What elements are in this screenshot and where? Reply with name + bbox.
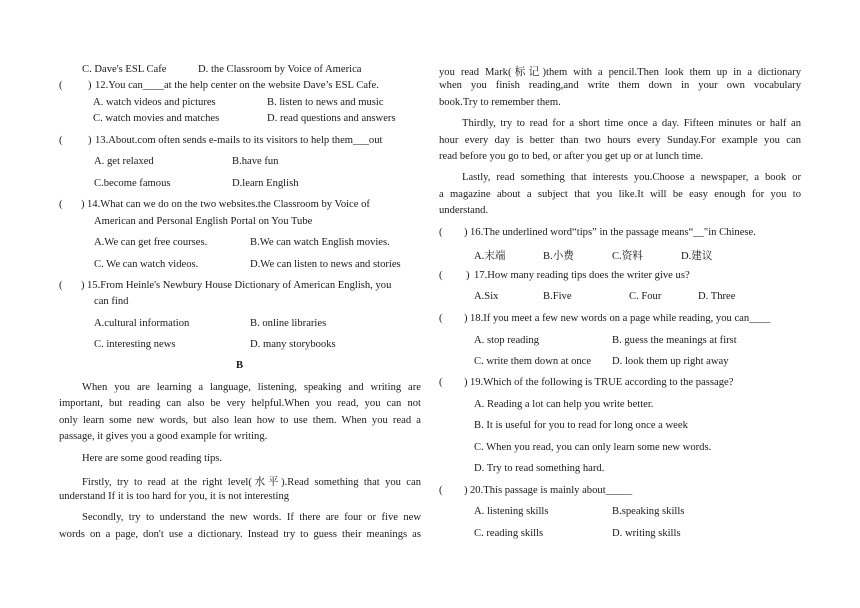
passage-p1-line3: only learn some new words, but also lean how to use them. When you read a (59, 415, 421, 426)
q15-option-c: C. interesting news (94, 339, 176, 350)
q18-bracket-close: ) (464, 313, 468, 324)
q18-option-b: B. guess the meanings at first (612, 335, 737, 346)
q11-option-c: C. Dave's ESL Cafe (82, 64, 167, 75)
q14-bracket-open: ( (59, 199, 63, 210)
q12-option-d: D. read questions and answers (267, 113, 396, 124)
q17-option-a: A.Six (474, 291, 499, 302)
q11-option-d: D. the Classroom by Voice of America (198, 64, 362, 75)
q17-option-b: B.Five (543, 291, 572, 302)
q18-option-c: C. write them down at once (474, 356, 592, 367)
q18-option-d: D. look them up right away (612, 356, 729, 367)
q15-stem-line1: 15.From Heinle's Newbury House Dictionary of American English, you (87, 280, 392, 291)
q20-option-b: B.speaking skills (612, 506, 685, 517)
q13-option-a: A. get relaxed (94, 156, 154, 167)
q12-option-a: A. watch videos and pictures (93, 97, 216, 108)
q17-bracket-close: ) (466, 270, 470, 281)
q13-bracket-open: ( (59, 135, 63, 146)
q17-bracket-open: ( (439, 270, 443, 281)
q20-bracket-open: ( (439, 485, 443, 496)
q16-option-d: D.建议 (681, 251, 713, 262)
passage-p3-line1: Firstly, try to read at the right level(水平).Read something that you can (82, 477, 421, 488)
q12-option-b: B. listen to news and music (267, 97, 384, 108)
q20-option-a: A. listening skills (474, 506, 549, 517)
passage-r1-line1: you read Mark(标记)them with a pencil.Then look them up in a dictionary (439, 67, 801, 78)
passage-p4-line2: words on a page, don't use a dictionary. Instead try to guess their meanings as (59, 529, 421, 540)
q12-stem: 12.You can____at the help center on the website Dave’s ESL Cafe. (95, 80, 379, 91)
q15-stem-line2: can find (94, 296, 129, 307)
passage-p5-line2: hour every day is better than two hours every Sunday.For example you can (439, 135, 801, 146)
q14-option-c: C. We can watch videos. (94, 259, 199, 270)
q17-option-c: C. Four (629, 291, 662, 302)
q15-option-d: D. many storybooks (250, 339, 336, 350)
q14-stem-line1: 14.What can we do on the two websites.the Classroom by Voice of (87, 199, 370, 210)
q13-bracket-close: ) (88, 135, 92, 146)
q14-option-d: D.We can listen to news and stories (250, 259, 401, 270)
passage-p1-line1: When you are learning a language, listening, speaking and writing are (82, 382, 421, 393)
q16-option-a: A.末端 (474, 251, 506, 262)
q15-bracket-open: ( (59, 280, 63, 291)
q13-stem: 13.About.com often sends e-mails to its visitors to help them___out (95, 135, 383, 146)
section-b-heading: B (236, 360, 244, 371)
passage-r1-line2: when you finish reading,and write them down in your own vocabulary (439, 80, 801, 91)
q18-stem: 18.If you meet a few new words on a page while reading, you can____ (470, 313, 771, 324)
q19-bracket-open: ( (439, 377, 443, 388)
passage-p6-line2: a magazine about a subject that you like.It will be easy enough for you to (439, 189, 801, 200)
q13-option-b: B.have fun (232, 156, 279, 167)
q19-stem: 19.Which of the following is TRUE according to the passage? (470, 377, 734, 388)
passage-p1-line2: important, but reading can also be very helpful.When you read, you can not (59, 398, 421, 409)
q19-option-a: A. Reading a lot can help you write better. (474, 399, 654, 410)
passage-p5-line1: Thirdly, try to read for a short time once a day. Fifteen minutes or half an (462, 118, 801, 129)
q16-option-b: B.小费 (543, 251, 574, 262)
passage-p2: Here are some good reading tips. (82, 453, 223, 464)
q14-option-b: B.We can watch English movies. (250, 237, 390, 248)
passage-p6-line1: Lastly, read something that interests you.Choose a newspaper, a book or (462, 172, 801, 183)
q12-bracket-close: ) (88, 80, 92, 91)
passage-p1-line4: passage, it gives you a good example for writing. (59, 431, 268, 442)
q15-option-b: B. online libraries (250, 318, 327, 329)
q20-bracket-close: ) (464, 485, 468, 496)
q18-bracket-open: ( (439, 313, 443, 324)
q20-option-d: D. writing skills (612, 528, 681, 539)
q20-option-c: C. reading skills (474, 528, 544, 539)
q14-bracket-close: ) (81, 199, 85, 210)
q13-option-c: C.become famous (94, 178, 171, 189)
q16-stem: 16.The underlined word“tips” in the passage means“__"in Chinese. (470, 227, 756, 238)
q20-stem: 20.This passage is mainly about_____ (470, 485, 633, 496)
q16-bracket-close: ) (464, 227, 468, 238)
passage-p5-line3: read before you go to bed, or after you get up or at lunch time. (439, 151, 704, 162)
q12-bracket-open: ( (59, 80, 63, 91)
passage-r1-line3: book.Try to remember them. (439, 97, 561, 108)
q18-option-a: A. stop reading (474, 335, 540, 346)
q15-option-a: A.cultural information (94, 318, 190, 329)
q12-option-c: C. watch movies and matches (93, 113, 220, 124)
q17-stem: 17.How many reading tips does the writer give us? (474, 270, 690, 281)
q16-option-c: C.资料 (612, 251, 643, 262)
q13-option-d: D.learn English (232, 178, 299, 189)
q15-bracket-close: ) (81, 280, 85, 291)
passage-p6-line3: understand. (439, 205, 489, 216)
passage-p3-line2: understand If it is too hard for you, it is not interesting (59, 491, 290, 502)
q14-option-a: A.We can get free courses. (94, 237, 208, 248)
q19-option-d: D. Try to read something hard. (474, 463, 605, 474)
q14-stem-line2: American and Personal English Portal on You Tube (94, 216, 313, 227)
q19-option-b: B. It is useful for you to read for long once a week (474, 420, 688, 431)
q19-bracket-close: ) (464, 377, 468, 388)
passage-p4-line1: Secondly, try to understand the new words. If there are four or five new (82, 512, 421, 523)
q19-option-c: C. When you read, you can only learn some new words. (474, 442, 712, 453)
q17-option-d: D. Three (698, 291, 736, 302)
q16-bracket-open: ( (439, 227, 443, 238)
